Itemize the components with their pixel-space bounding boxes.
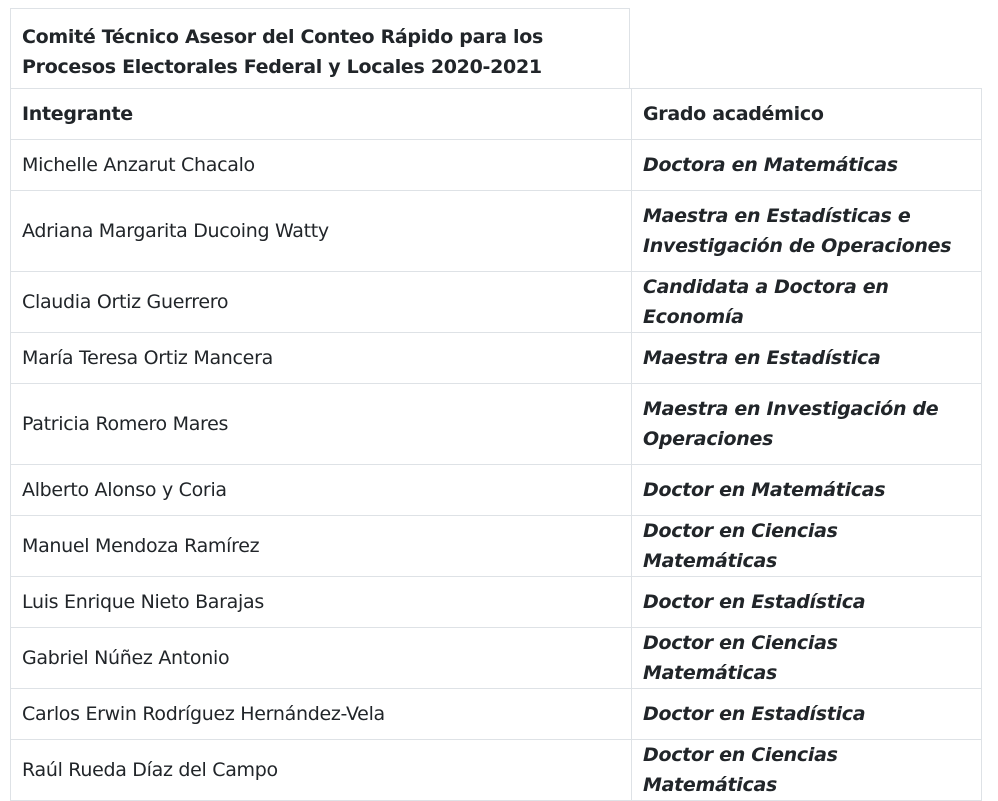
member-name: Patricia Romero Mares <box>11 384 632 465</box>
table-row <box>11 272 982 333</box>
header-grado-academico: Grado académico <box>632 89 982 140</box>
table-row <box>11 465 982 516</box>
member-name: María Teresa Ortiz Mancera <box>11 333 632 384</box>
member-name: Gabriel Núñez Antonio <box>11 628 632 689</box>
committee-table <box>10 88 982 801</box>
member-degree: Maestra en Investigación de Operaciones <box>632 384 982 465</box>
table-row <box>11 333 982 384</box>
member-degree: Maestra en Estadística <box>632 333 982 384</box>
member-degree: Doctor en Ciencias Matemáticas <box>632 740 982 801</box>
table-row <box>11 191 982 272</box>
member-degree: Candidata a Doctora en Economía <box>632 272 982 333</box>
member-name: Luis Enrique Nieto Barajas <box>11 577 632 628</box>
member-name: Adriana Margarita Ducoing Watty <box>11 191 632 272</box>
table-row <box>11 740 982 801</box>
table-row <box>11 628 982 689</box>
header-integrante: Integrante <box>11 89 632 140</box>
member-name: Alberto Alonso y Coria <box>11 465 632 516</box>
table-row <box>11 577 982 628</box>
table-row <box>11 384 982 465</box>
member-degree: Doctora en Matemáticas <box>632 140 982 191</box>
member-name: Michelle Anzarut Chacalo <box>11 140 632 191</box>
member-degree: Doctor en Estadística <box>632 577 982 628</box>
member-degree: Doctor en Ciencias Matemáticas <box>632 516 982 577</box>
member-name: Raúl Rueda Díaz del Campo <box>11 740 632 801</box>
member-name: Carlos Erwin Rodríguez Hernández-Vela <box>11 689 632 740</box>
committee-table-container <box>10 8 981 801</box>
member-degree: Maestra en Estadísticas e Investigación de Operaciones <box>632 191 982 272</box>
table-title: Comité Técnico Asesor del Conteo Rápido para los Procesos Electorales Federal y Locales 2020-2021 <box>10 8 630 88</box>
member-degree: Doctor en Matemáticas <box>632 465 982 516</box>
member-degree: Doctor en Estadística <box>632 689 982 740</box>
member-name: Claudia Ortiz Guerrero <box>11 272 632 333</box>
member-degree: Doctor en Ciencias Matemáticas <box>632 628 982 689</box>
member-name: Manuel Mendoza Ramírez <box>11 516 632 577</box>
table-row <box>11 689 982 740</box>
table-row <box>11 140 982 191</box>
table-header-row <box>11 89 982 140</box>
table-row <box>11 516 982 577</box>
